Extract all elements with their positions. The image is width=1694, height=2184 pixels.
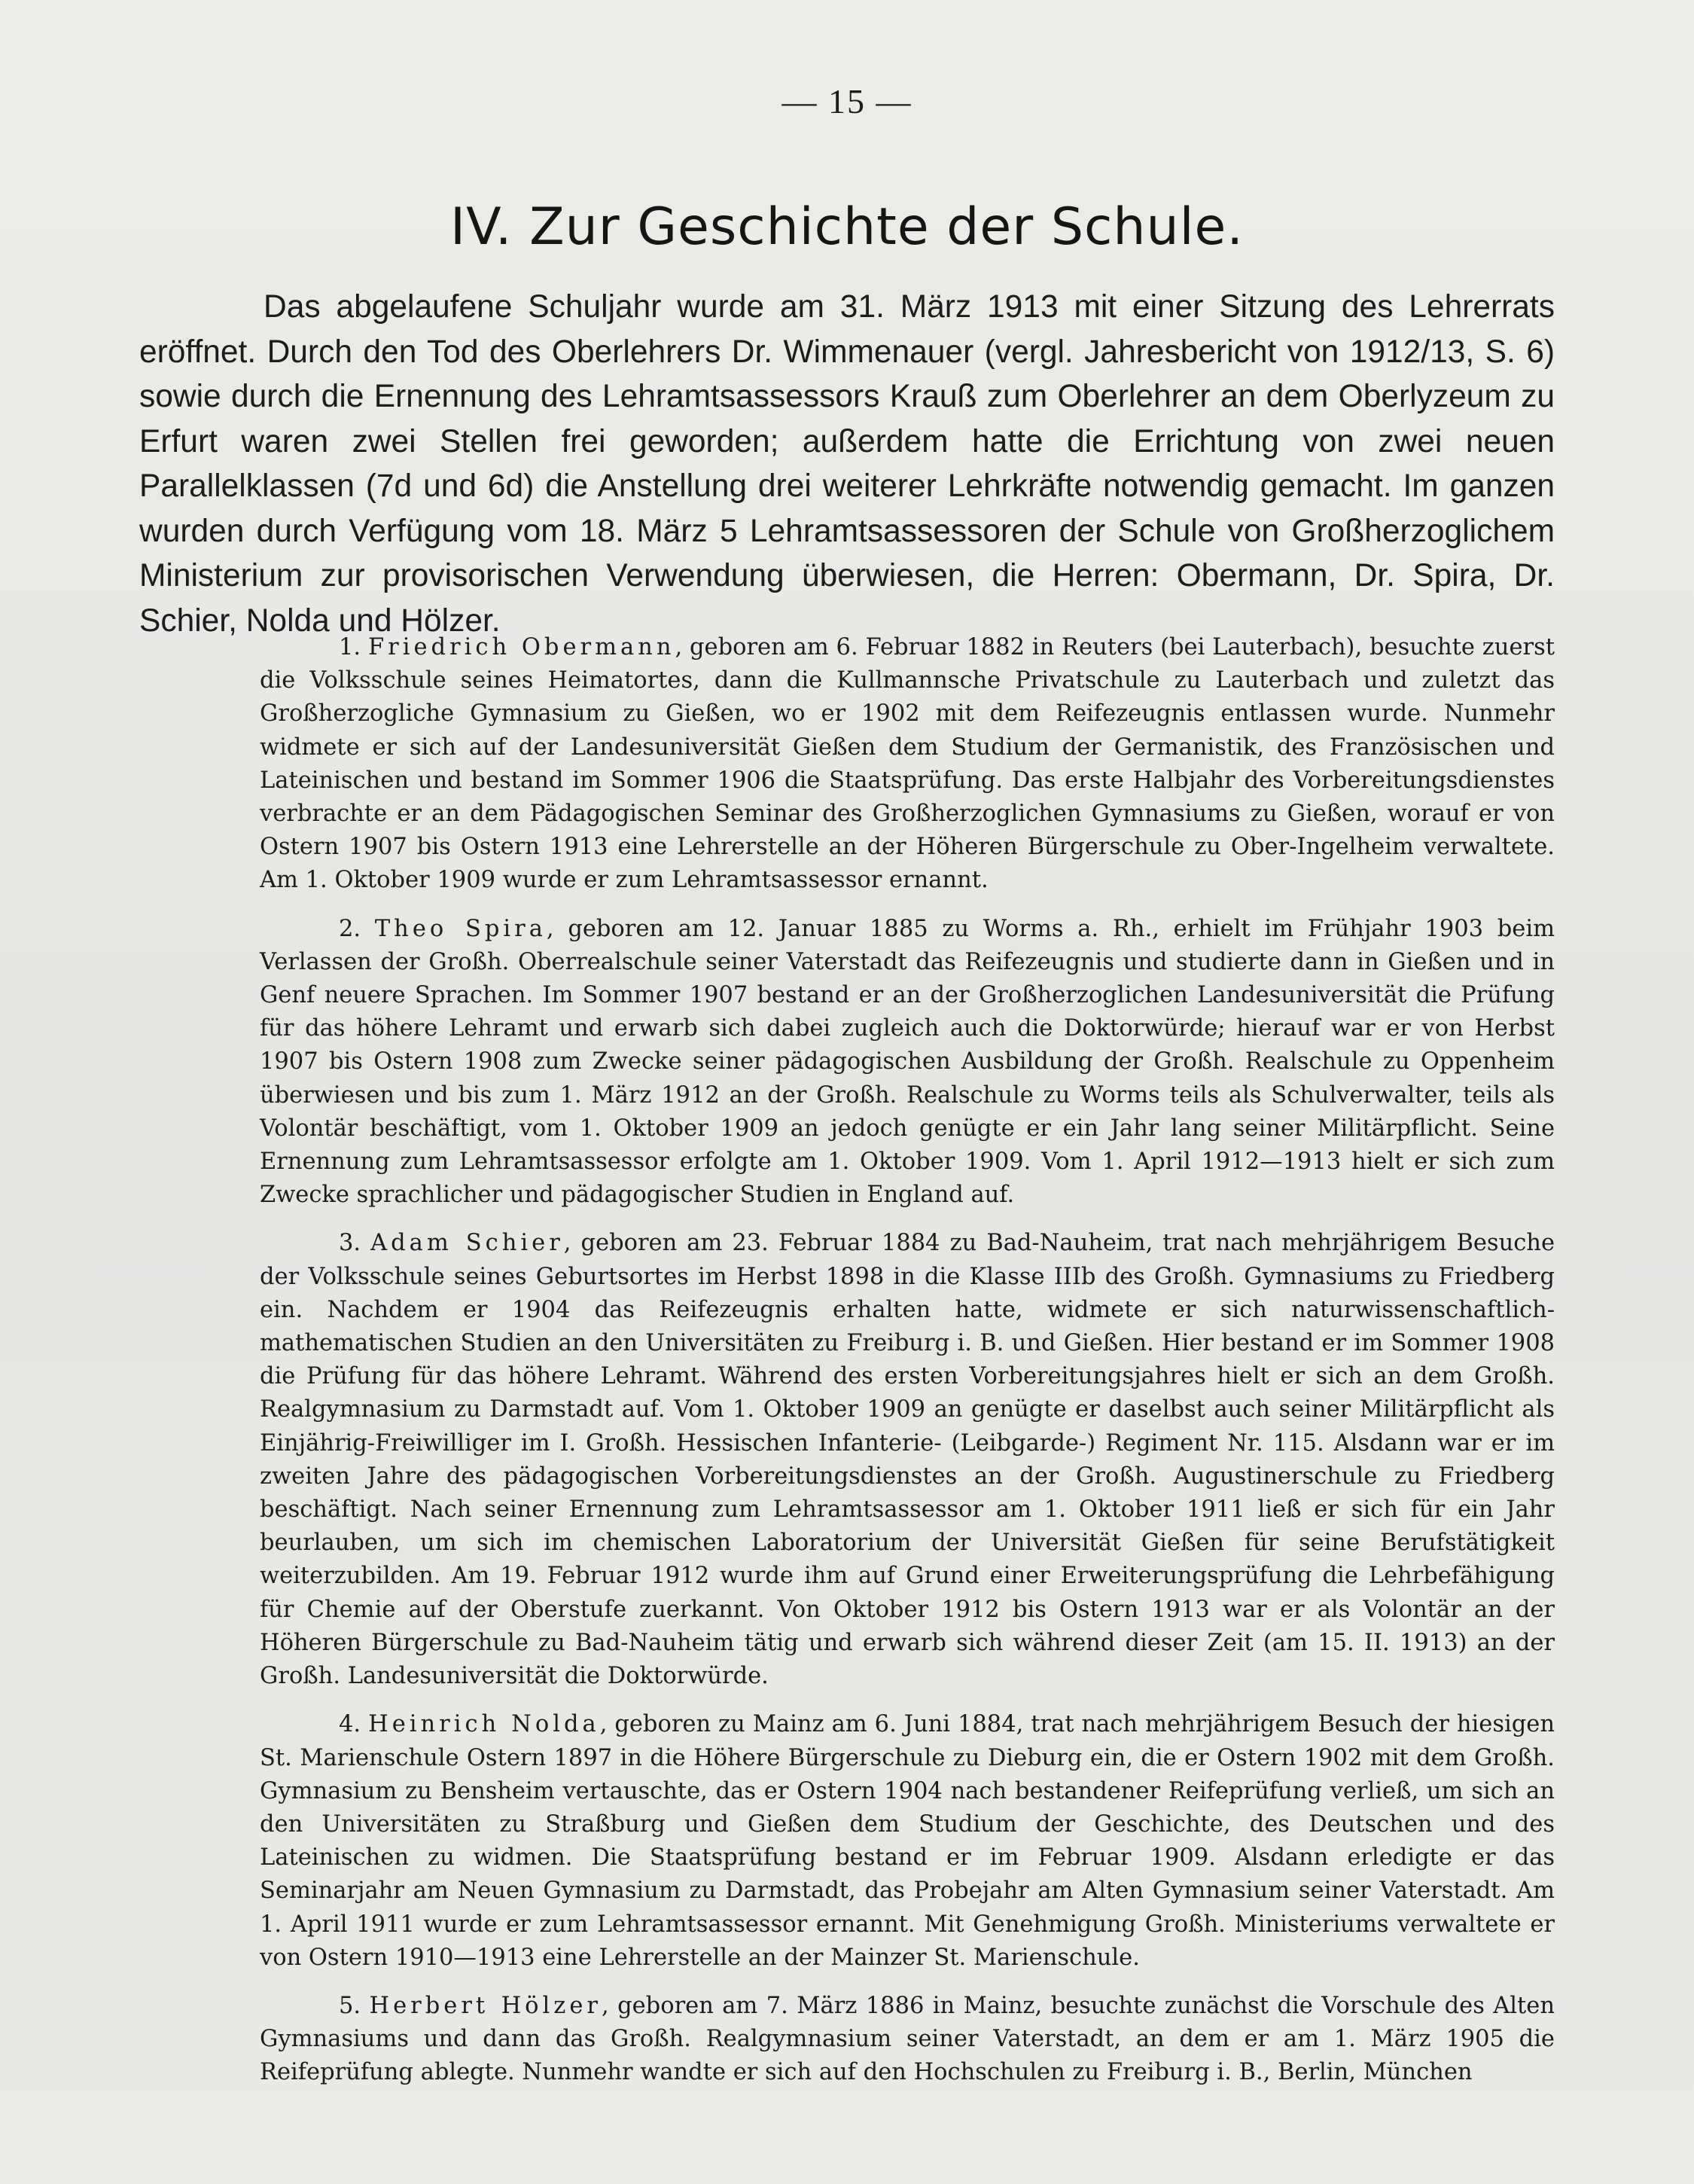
biography-obermann xyxy=(260,631,1555,898)
biographies-list xyxy=(260,631,1555,2105)
intro-paragraph xyxy=(139,285,1555,643)
biography-name: Herbert Hölzer xyxy=(369,1992,602,2019)
biography-name: Heinrich Nolda xyxy=(368,1711,600,1738)
biography-text: , geboren am 23. Februar 1884 zu Bad-Nauheim, trat nach mehrjährigem Besuche der Volksschule seines Geburtsortes im Herbst 1898 in die Klasse IIIb des Großh. Gymnasiums zu Friedberg ein. Nachdem er 1904 das Reifezeugnis erhalten hatte, widmete er sich naturwissenschaftlich-mathematischen Studien an den Universitäten zu Freiburg i. B. und Gießen. Hier bestand er im Sommer 1908 die Prüfung für das höhere Lehramt. Während des ersten Vorbereitungsjahres hielt er sich an dem Großh. Realgymnasium zu Darmstadt auf. Vom 1. Oktober 1909 an genügte er daselbst auch seiner Militärpflicht als Einjährig-Freiwilliger im I. Großh. Hessischen Infanterie- (Leibgarde-) Regiment Nr. 115. Alsdann war er im zweiten Jahre des pädagogischen Vorbereitungsdienstes an der Großh. Augustinerschule zu Friedberg beschäftigt. Nach seiner Ernennung zum Lehramtsassessor am 1. Oktober 1911 ließ er sich für ein Jahr beurlauben, um sich im chemischen Laboratorium der Universität Gießen für seine Berufstätigkeit weiterzubilden. Am 19. Februar 1912 wurde ihm auf Grund einer Erweiterungsprüfung die Lehrbefähigung für Chemie auf der Oberstufe zuerkannt. Von Oktober 1912 bis Ostern 1913 war er als Volontär an der Höheren Bürgerschule zu Bad-Nauheim tätig und erwarb sich während dieser Zeit (am 15. II. 1913) an der Großh. Landesuniversität die Doktorwürde. xyxy=(260,1230,1555,1690)
biography-number: 2. xyxy=(339,915,361,942)
chapter-title: IV. Zur Geschichte der Schule. xyxy=(450,197,1244,257)
biography-text: , geboren am 6. Februar 1882 in Reuters (bei Lauterbach), besuchte zuerst die Volksschule seines Heimatortes, dann die Kullmannsche Privatschule zu Lauterbach und zuletzt das Großherzogliche Gymnasium zu Gießen, wo er 1902 mit dem Reifezeugnis entlassen wurde. Nunmehr widmete er sich auf der Landesuniversität Gießen dem Studium der Germanistik, des Französischen und Lateinischen und bestand im Sommer 1906 die Staatsprüfung. Das erste Halbjahr des Vorbereitungsdienstes verbrachte er an dem Pädagogischen Seminar des Großherzoglichen Gymnasiums zu Gießen, worauf er von Ostern 1907 bis Ostern 1913 eine Lehrerstelle an der Höheren Bürgerschule zu Ober-Ingelheim verwaltete. Am 1. Oktober 1909 wurde er zum Lehramtsassessor ernannt. xyxy=(260,634,1555,894)
biography-name: Theo Spira xyxy=(374,915,547,942)
biography-text: , geboren am 12. Januar 1885 zu Worms a. Rh., erhielt im Frühjahr 1903 beim Verlassen der Großh. Oberrealschule seiner Vaterstadt das Reifezeugnis und studierte dann in Gießen und in Genf neuere Sprachen. Im Sommer 1907 bestand er an der Großherzoglichen Landesuniversität die Prüfung für das höhere Lehramt und erwarb sich dabei zugleich auch die Doktorwürde; hierauf war er von Herbst 1907 bis Ostern 1908 zum Zwecke seiner pädagogischen Ausbildung der Großh. Realschule zu Oppenheim überwiesen und bis zum 1. März 1912 an der Großh. Realschule zu Worms teils als Schulverwalter, teils als Volontär beschäftigt, vom 1. Oktober 1909 an jedoch genügte er ein Jahr lang seiner Militärpflicht. Seine Ernennung zum Lehramtsassessor erfolgte am 1. Oktober 1909. Vom 1. April 1912—1913 hielt er sich zum Zwecke sprachlicher und pädagogischer Studien in England auf. xyxy=(260,915,1555,1209)
biography-schier xyxy=(260,1227,1555,1693)
biography-number: 3. xyxy=(339,1230,361,1257)
biography-name: Adam Schier xyxy=(370,1230,564,1257)
biography-hoelzer xyxy=(260,1990,1555,2090)
biography-spira xyxy=(260,913,1555,1212)
intro-text: Das abgelaufene Schuljahr wurde am 31. März 1913 mit einer Sitzung des Lehrerrats eröffnet. Durch den Tod des Oberlehrers Dr. Wimmenauer (vergl. Jahresbericht von 1912/13, S. 6) sowie durch die Ernennung des Lehramtsassessors Krauß zum Oberlehrer an dem Oberlyzeum zu Erfurt waren zwei Stellen frei geworden; außerdem hatte die Errichtung von zwei neuen Parallelklassen (7d und 6d) die Anstellung drei weiterer Lehrkräfte notwendig gemacht. Im ganzen wurden durch Verfügung vom 18. März 5 Lehramtsassessoren der Schule von Großherzoglichem Ministerium zur provisorischen Verwendung überwiesen, die Herren: Obermann, Dr. Spira, Dr. Schier, Nolda und Hölzer. xyxy=(139,289,1555,639)
biography-number: 5. xyxy=(339,1992,361,2019)
biography-name: Friedrich Obermann xyxy=(367,634,675,660)
biography-nolda xyxy=(260,1708,1555,1975)
biography-text: , geboren zu Mainz am 6. Juni 1884, trat nach mehrjährigem Besuch der hiesigen St. Marienschule Ostern 1897 in die Höhere Bürgerschule zu Dieburg ein, die er Ostern 1902 mit dem Großh. Gymnasium zu Bensheim vertauschte, das er Ostern 1904 nach bestandener Reifeprüfung verließ, um sich an den Universitäten zu Straßburg und Gießen dem Studium der Geschichte, des Deutschen und des Lateinischen zu widmen. Die Staatsprüfung bestand er im Februar 1909. Alsdann erledigte er das Seminarjahr am Neuen Gymnasium zu Darmstadt, das Probejahr am Alten Gymnasium seiner Vaterstadt. Am 1. April 1911 wurde er zum Lehramtsassessor ernannt. Mit Genehmigung Großh. Ministeriums verwaltete er von Ostern 1910—1913 eine Lehrerstelle an der Mainzer St. Marienschule. xyxy=(260,1711,1555,1971)
page-number: — 15 — xyxy=(781,82,913,120)
biography-text: , geboren am 7. März 1886 in Mainz, besuchte zunächst die Vorschule des Alten Gymnasiums und dann das Großh. Realgymnasium seiner Vaterstadt, an dem er am 1. März 1905 die Reifeprüfung ablegte. Nunmehr wandte er sich auf den Hochschulen zu Freiburg i. B., Berlin, München xyxy=(260,1992,1555,2086)
biography-number: 4. xyxy=(339,1711,361,1738)
biography-number: 1. xyxy=(339,634,361,660)
